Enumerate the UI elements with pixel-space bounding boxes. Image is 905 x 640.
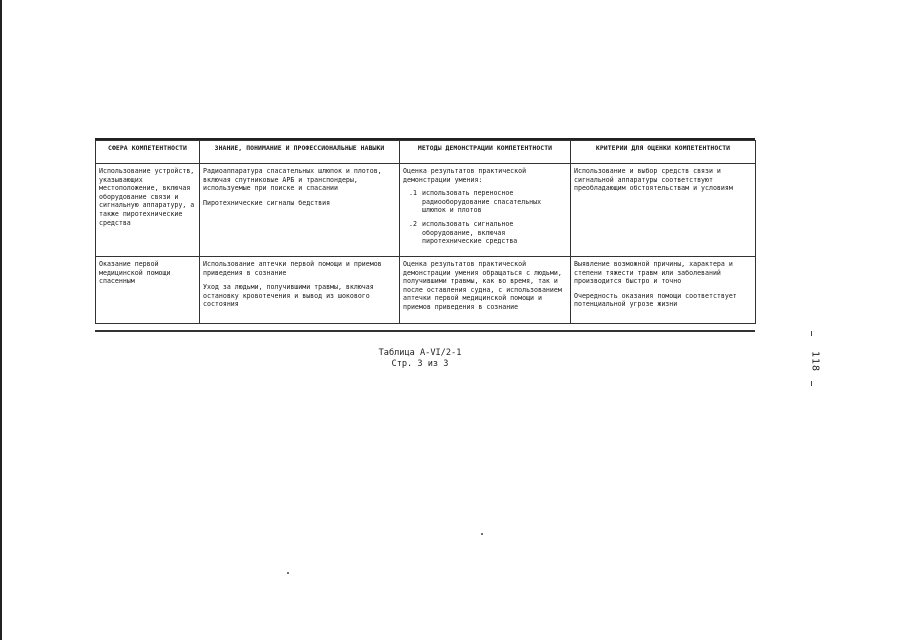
methods-list-item (403, 189, 567, 215)
knowledge-text: Радиоаппаратура спасательных шлюпок и плотов, включая спутниковые АРБ и транспондеры, используемые при поиске и спасании (203, 167, 382, 193)
page-number-dash (811, 381, 812, 386)
methods-intro: Оценка результатов практической демонстрации умения: (403, 167, 527, 184)
page-number-dash (811, 331, 812, 336)
table-row (96, 257, 756, 324)
table-bottom-rule (95, 330, 755, 332)
header-criteria: КРИТЕРИИ ДЛЯ ОЦЕНКИ КОМПЕТЕНТНОСТИ (571, 141, 756, 164)
methods-text: Оценка результатов практической демонстрации умения обращаться с людьми, получившими травмы, как во время, так и после оставления судна, с использованием аптечки первой медицинской помощи и приемов приведения в сознание (403, 260, 562, 311)
cell-knowledge (200, 257, 400, 324)
criteria-text: Очередность оказания помощи соответствует потенциальной угрозе жизни (574, 291, 737, 309)
list-item-text: использовать сигнальное оборудование, включая пиротехнические средства (422, 219, 518, 246)
cell-methods (400, 257, 571, 324)
criteria-text: Выявление возможной причины, характера и степени тяжести травм или заболеваний производится быстро и точно (574, 260, 733, 286)
header-knowledge: ЗНАНИЕ, ПОНИМАНИЕ И ПРОФЕССИОНАЛЬНЫЕ НАВЫКИ (200, 141, 400, 164)
list-item-number: .2 (409, 219, 417, 228)
table-caption (350, 348, 490, 370)
scan-edge (0, 0, 2, 640)
header-methods: МЕТОДЫ ДЕМОНСТРАЦИИ КОМПЕТЕНТНОСТИ (400, 141, 571, 164)
competence-table-container (95, 140, 755, 324)
caption-page-count: Стр. 3 из 3 (391, 359, 449, 369)
methods-list-item (403, 220, 567, 246)
header-sphere: СФЕРА КОМПЕТЕНТНОСТИ (96, 141, 200, 164)
scan-speck (481, 533, 483, 535)
criteria-text: Использование и выбор средств связи и сигнальной аппаратуры соответствуют преобладающим обстоятельствам и условиям (574, 167, 733, 193)
table-header-row (96, 141, 756, 164)
competence-table (95, 140, 756, 324)
page-number: 118 (809, 350, 821, 373)
list-item-number: .1 (409, 189, 417, 198)
sphere-text: Оказание первой медицинской помощи спасенным (99, 260, 171, 286)
cell-criteria (571, 257, 756, 324)
cell-sphere (96, 257, 200, 324)
caption-table-number: Таблица A-VI/2-1 (378, 348, 462, 358)
cell-methods (400, 164, 571, 257)
scan-speck (287, 572, 289, 574)
cell-knowledge (200, 164, 400, 257)
knowledge-text: Пиротехнические сигналы бедствия (203, 198, 331, 207)
sphere-text: Использование устройств, указывающих местоположение, включая оборудование связи и сигнальную аппаратуру, а также пиротехнические средства (99, 167, 195, 227)
table-row (96, 164, 756, 257)
cell-sphere (96, 164, 200, 257)
cell-criteria (571, 164, 756, 257)
knowledge-text: Использование аптечки первой помощи и приемов приведения в сознание (203, 260, 382, 277)
list-item-text: использовать переносное радиооборудование спасательных шлюпок и плотов (422, 189, 542, 215)
knowledge-text: Уход за людьми, получившими травмы, включая остановку кровотечения и вывод из шокового состояния (203, 283, 374, 309)
